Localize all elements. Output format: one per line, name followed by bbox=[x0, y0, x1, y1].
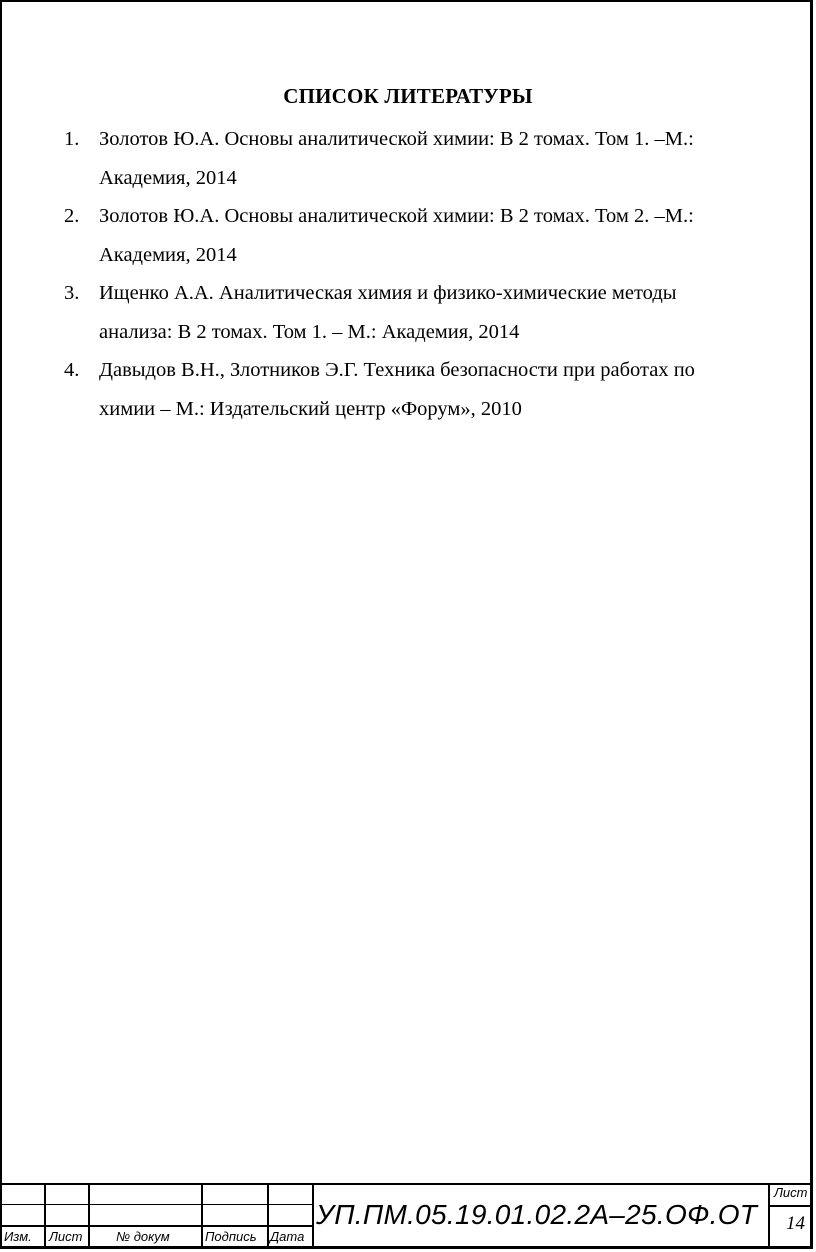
title-block-column-divider bbox=[267, 1183, 269, 1249]
title-block-column-divider bbox=[768, 1183, 770, 1249]
reference-number: 2. bbox=[64, 205, 80, 227]
page-title: СПИСОК ЛИТЕРАТУРЫ bbox=[283, 84, 533, 108]
title-block-top-border bbox=[0, 1183, 813, 1185]
signature-label: Подпись bbox=[205, 1229, 257, 1244]
title-block-column-divider bbox=[44, 1183, 46, 1249]
reference-text-line: Золотов Ю.А. Основы аналитической химии: В 2 томах. Том 1. –М.: bbox=[99, 128, 694, 150]
date-label: Дата bbox=[270, 1229, 305, 1244]
reference-text-line: химии – М.: Издательский центр «Форум», 2010 bbox=[99, 397, 522, 420]
izm-label: Изм. bbox=[4, 1229, 32, 1244]
reference-text-line: Академия, 2014 bbox=[99, 166, 237, 189]
reference-list bbox=[64, 120, 764, 428]
title-block-column-divider bbox=[201, 1183, 203, 1249]
reference-text-line: Ищенко А.А. Аналитическая химия и физико-химические методы bbox=[99, 282, 677, 304]
sheet-cell-divider bbox=[768, 1205, 813, 1207]
reference-text-line: Давыдов В.Н., Злотников Э.Г. Техника безопасности при работах по bbox=[99, 359, 695, 381]
reference-item bbox=[64, 274, 764, 351]
title-block-column-divider bbox=[88, 1183, 90, 1249]
reference-text-line: Академия, 2014 bbox=[99, 243, 237, 266]
reference-number: 1. bbox=[64, 128, 80, 150]
reference-item bbox=[64, 197, 764, 274]
reference-text-line: Золотов Ю.А. Основы аналитической химии: В 2 томах. Том 2. –М.: bbox=[99, 205, 694, 227]
sheet-number: 14 bbox=[786, 1213, 805, 1234]
title-block-column-divider bbox=[312, 1183, 314, 1249]
reference-number: 3. bbox=[64, 282, 80, 304]
reference-number: 4. bbox=[64, 359, 80, 381]
title-block bbox=[0, 1183, 813, 1249]
reference-item bbox=[64, 351, 764, 428]
document-code: УП.ПМ.05.19.01.02.2А–25.ОФ.ОТ bbox=[316, 1199, 758, 1230]
sheet-label: Лист bbox=[774, 1185, 808, 1200]
list-label: Лист bbox=[49, 1229, 83, 1244]
reference-item bbox=[64, 120, 764, 197]
doc-number-label: № докум bbox=[116, 1229, 170, 1244]
reference-text-line: анализа: В 2 томах. Том 1. – М.: Академия, 2014 bbox=[99, 320, 520, 343]
